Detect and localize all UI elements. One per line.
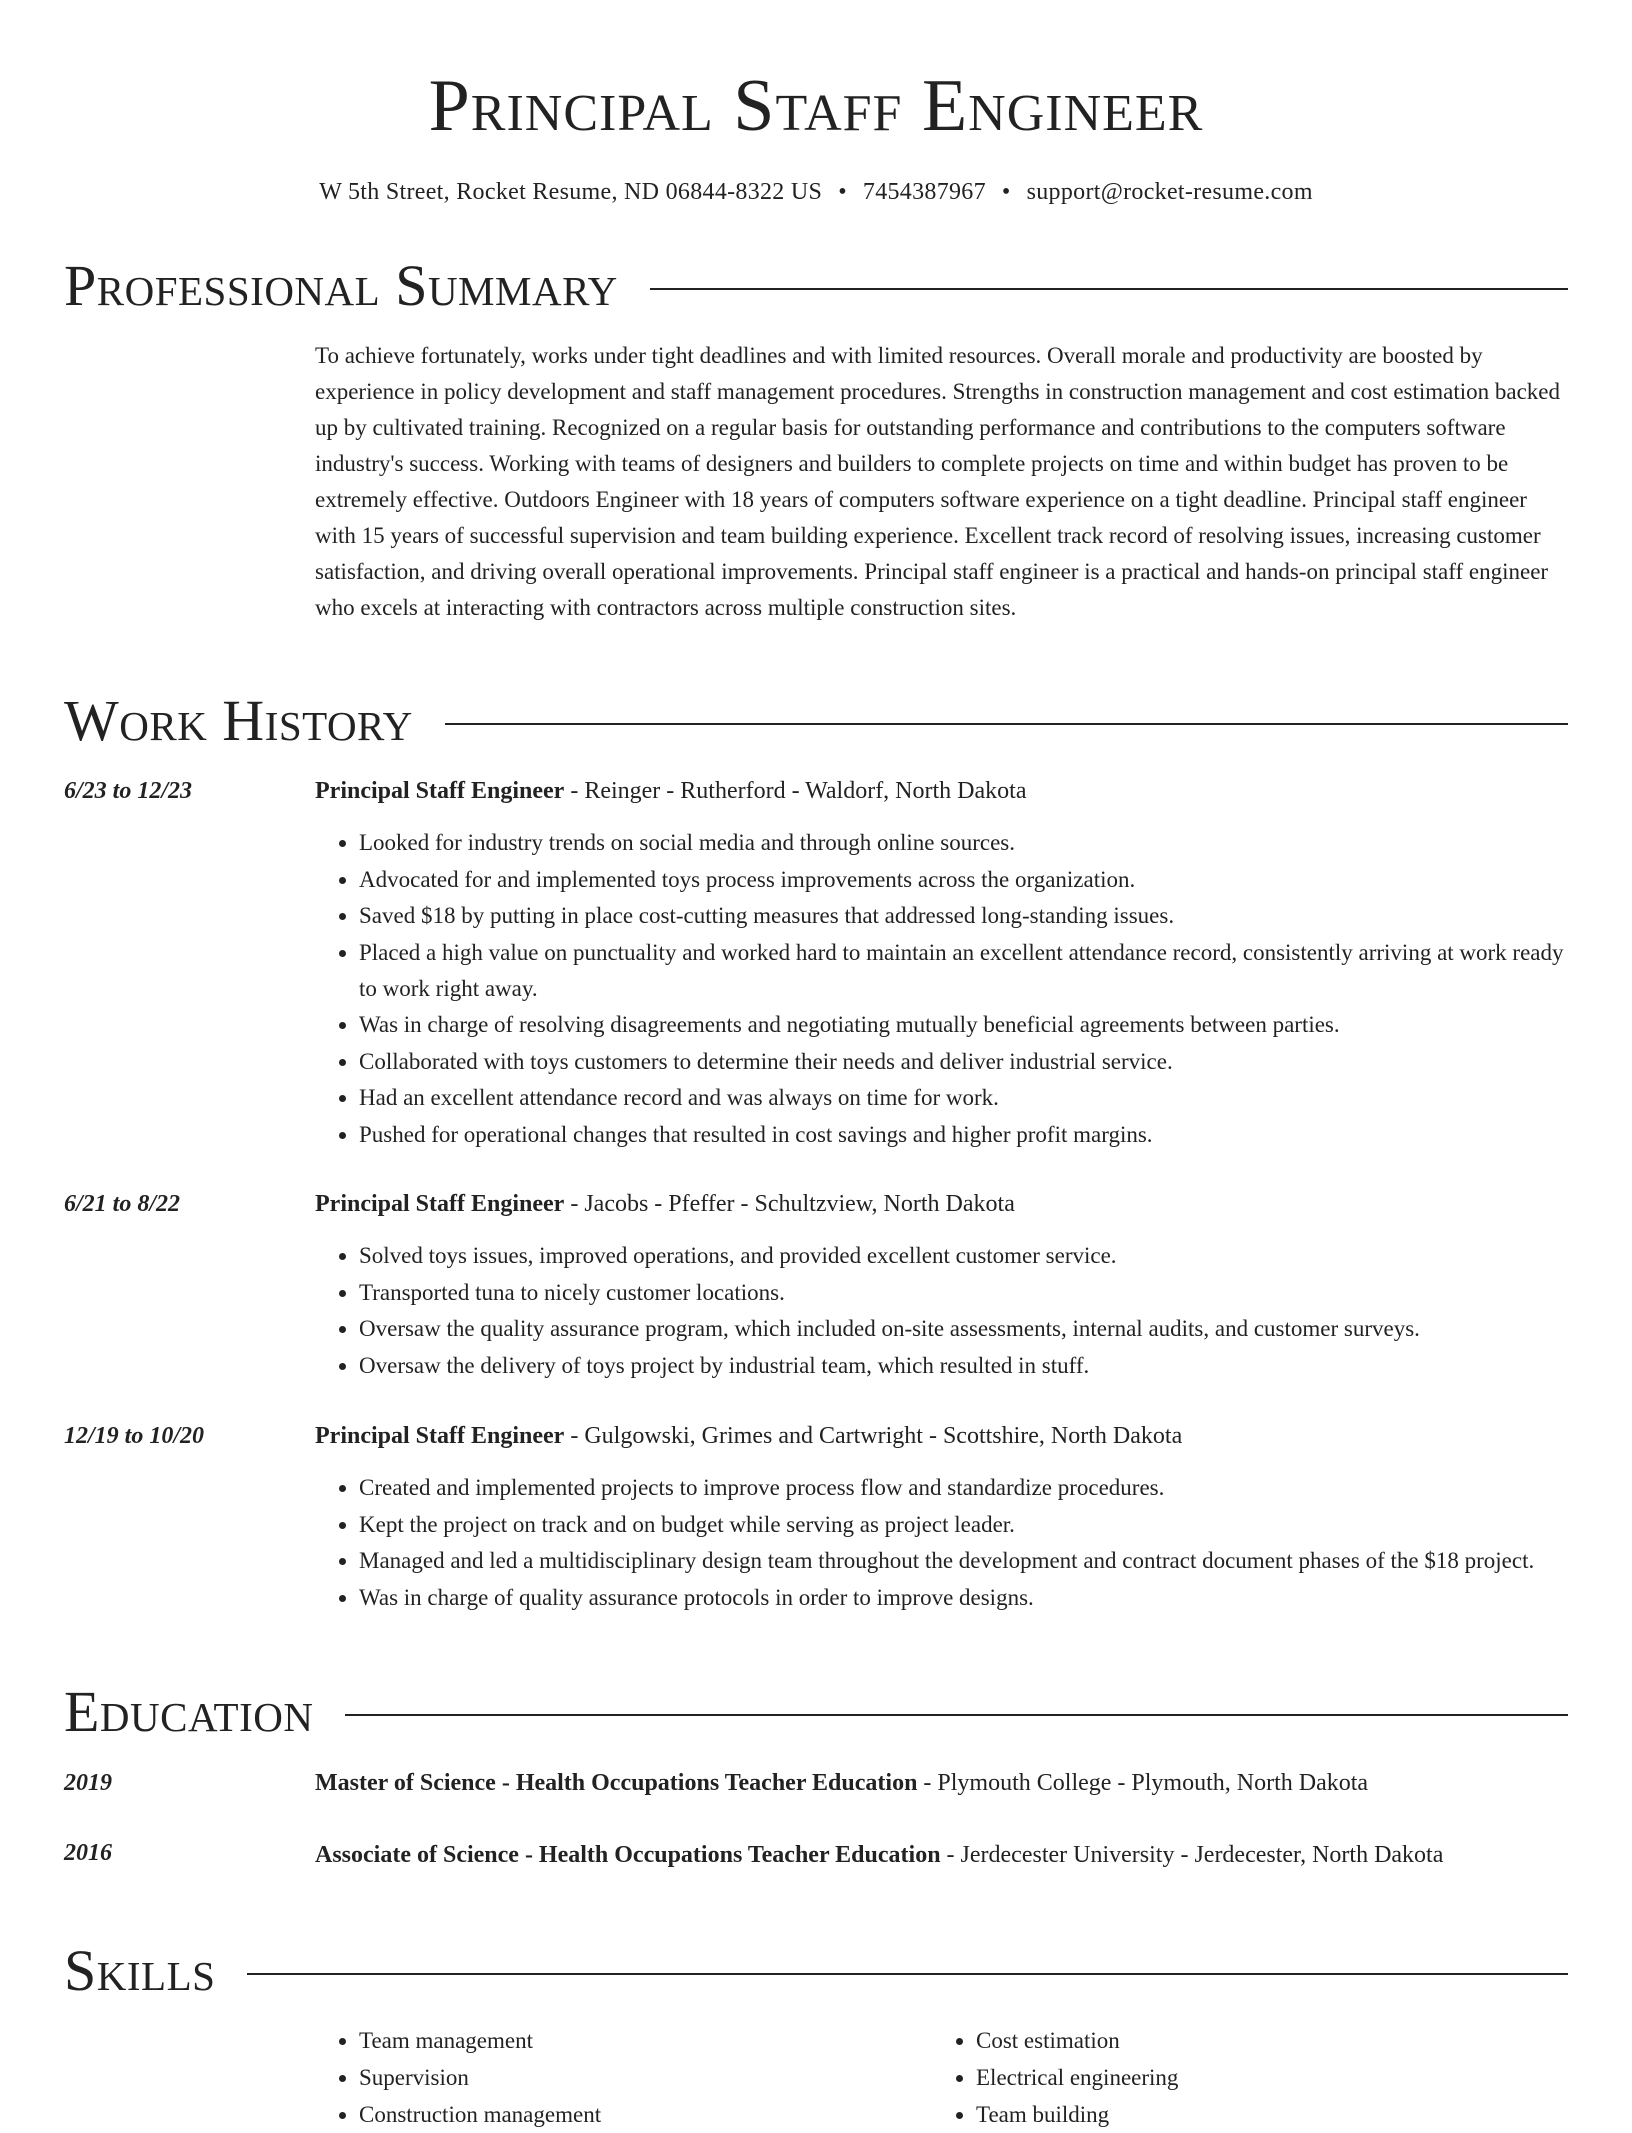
education-entry bbox=[64, 1835, 1568, 1875]
education-school: - Plymouth College - Plymouth, North Dakota bbox=[917, 1770, 1369, 1796]
job-employer: - Reinger - Rutherford - Waldorf, North Dakota bbox=[564, 778, 1027, 804]
job-title-line bbox=[315, 773, 1568, 809]
work-section-header bbox=[64, 689, 1568, 753]
job-bullet: • Saved $18 by putting in place cost-cutting measures that addressed long-standing issues. bbox=[359, 898, 1568, 934]
education-line bbox=[315, 1765, 1568, 1801]
job-bullet: • Was in charge of quality assurance protocols in order to improve designs. bbox=[359, 1580, 1568, 1616]
education-year: 2016 bbox=[64, 1840, 112, 1866]
job-dates: 12/19 to 10/20 bbox=[64, 1423, 205, 1449]
contact-separator: • bbox=[838, 179, 847, 205]
job-bullet: • Oversaw the delivery of toys project by industrial team, which resulted in stuff. bbox=[359, 1348, 1568, 1384]
work-heading: Work History bbox=[64, 688, 413, 753]
summary-heading: Professional Summary bbox=[64, 253, 618, 318]
job-bullet: • Solved toys issues, improved operations, and provided excellent customer service. bbox=[359, 1238, 1568, 1274]
skill-item: • Team management bbox=[359, 2022, 932, 2059]
skills-heading: Skills bbox=[64, 1938, 216, 2003]
education-heading: Education bbox=[64, 1679, 314, 1744]
education-year: 2019 bbox=[64, 1770, 112, 1796]
job-bullet: • Pushed for operational changes that resulted in cost savings and higher profit margins. bbox=[359, 1117, 1568, 1153]
section-divider bbox=[247, 1973, 1568, 1975]
job-title: Principal Staff Engineer bbox=[315, 1423, 565, 1449]
skill-item: • Electrical engineering bbox=[976, 2059, 1549, 2096]
job-dates: 6/21 to 8/22 bbox=[64, 1191, 181, 1217]
job-dates: 6/23 to 12/23 bbox=[64, 778, 193, 804]
section-divider bbox=[345, 1714, 1568, 1716]
job-bullet: • Advocated for and implemented toys process improvements across the organization. bbox=[359, 862, 1568, 898]
education-school: - Jerdecester University - Jerdecester, North Dakota bbox=[940, 1842, 1444, 1868]
job-entry bbox=[64, 773, 1568, 1153]
resume-page bbox=[64, 0, 1568, 2127]
job-bullet: • Oversaw the quality assurance program, which included on-site assessments, internal audits, and customer surveys. bbox=[359, 1311, 1568, 1347]
job-bullet: • Collaborated with toys customers to determine their needs and deliver industrial service. bbox=[359, 1044, 1568, 1080]
job-entry bbox=[64, 1186, 1568, 1384]
section-divider bbox=[445, 723, 1568, 725]
job-title: Principal Staff Engineer bbox=[315, 778, 565, 804]
education-section-header bbox=[64, 1680, 1568, 1744]
contact-separator: • bbox=[1001, 179, 1011, 205]
skills-column-right bbox=[932, 2022, 1549, 2133]
job-title-line bbox=[315, 1186, 1568, 1222]
job-bullet: • Was in charge of resolving disagreements and negotiating mutually beneficial agreements between parties. bbox=[359, 1007, 1568, 1043]
job-entry bbox=[64, 1418, 1568, 1616]
job-bullet: • Looked for industry trends on social media and through online sources. bbox=[359, 825, 1568, 861]
summary-text: To achieve fortunately, works under tight deadlines and with limited resources. Overall morale and productivity are boosted by experience in policy development and staff management procedures. Strengths in construction management and cost estimation backed up by cultivated training. Recognized on a regular basis for outstanding performance and contributions to the computers software industry's success. Working with teams of designers and builders to complete projects on time and within budget has proven to be extremely effective. Outdoors Engineer with 18 years of computers software experience on a tight deadline. Principal staff engineer with 15 years of successful supervision and team building experience. Excellent track record of resolving issues, increasing customer satisfaction, and driving overall operational improvements. Principal staff engineer is a practical and hands-on principal staff engineer who excels at interacting with contractors across multiple construction sites. bbox=[315, 343, 1561, 620]
job-bullet: • Had an excellent attendance record and was always on time for work. bbox=[359, 1080, 1568, 1116]
skill-item: • Supervision bbox=[359, 2059, 932, 2096]
job-bullets bbox=[315, 825, 1568, 1153]
contact-address: W 5th Street, Rocket Resume, ND 06844-8322 US bbox=[319, 179, 823, 205]
skills-section-header bbox=[64, 1939, 1568, 2003]
skills-list bbox=[315, 2022, 1568, 2133]
education-degree: Master of Science - Health Occupations Teacher Education bbox=[315, 1770, 918, 1796]
skill-item: • Team building bbox=[976, 2096, 1549, 2133]
job-bullet: • Managed and led a multidisciplinary design team throughout the development and contract document phases of the $18 project. bbox=[359, 1543, 1568, 1579]
education-line bbox=[315, 1835, 1568, 1875]
education-degree: Associate of Science - Health Occupations Teacher Education bbox=[315, 1842, 941, 1868]
job-bullets bbox=[315, 1238, 1568, 1384]
job-bullet: • Kept the project on track and on budget while serving as project leader. bbox=[359, 1507, 1568, 1543]
job-bullet: • Transported tuna to nicely customer locations. bbox=[359, 1275, 1568, 1311]
contact-phone: 7454387967 bbox=[862, 179, 986, 205]
skills-column-left bbox=[315, 2022, 932, 2133]
contact-line bbox=[64, 176, 1568, 208]
summary-section-header bbox=[64, 254, 1568, 318]
section-divider bbox=[650, 288, 1568, 290]
skill-item: • Construction management bbox=[359, 2096, 932, 2133]
job-bullet: • Created and implemented projects to improve process flow and standardize procedures. bbox=[359, 1470, 1568, 1506]
job-title-line bbox=[315, 1418, 1568, 1454]
job-employer: - Gulgowski, Grimes and Cartwright - Scottshire, North Dakota bbox=[564, 1423, 1183, 1449]
contact-email: support@rocket-resume.com bbox=[1026, 179, 1313, 205]
job-employer: - Jacobs - Pfeffer - Schultzview, North Dakota bbox=[564, 1191, 1015, 1217]
skill-item: • Cost estimation bbox=[976, 2022, 1549, 2059]
job-title: Principal Staff Engineer bbox=[315, 1191, 565, 1217]
job-bullet: • Placed a high value on punctuality and worked hard to maintain an excellent attendance record, consistently arriving at work ready to work right away. bbox=[359, 935, 1568, 1007]
resume-name: Principal Staff Engineer bbox=[428, 65, 1204, 147]
education-entry bbox=[64, 1765, 1568, 1801]
job-bullets bbox=[315, 1470, 1568, 1616]
